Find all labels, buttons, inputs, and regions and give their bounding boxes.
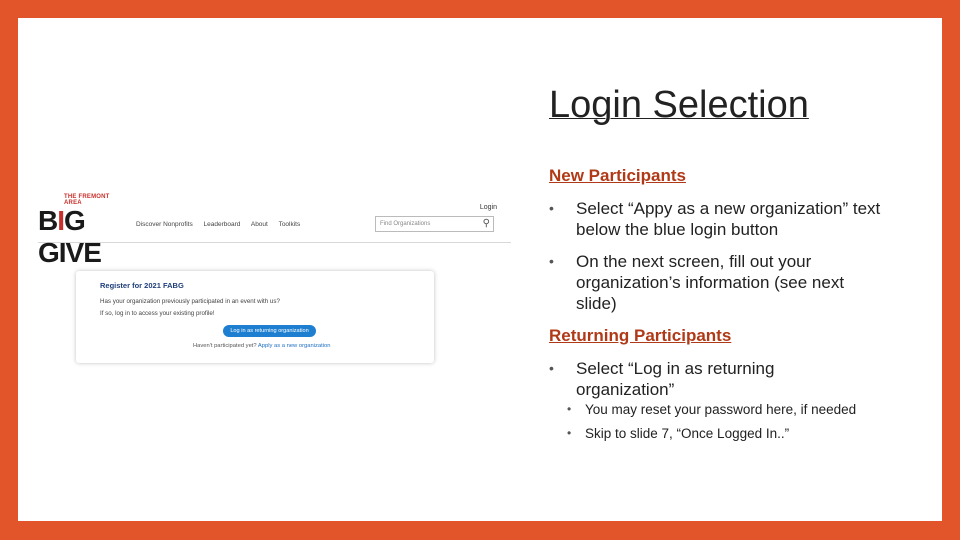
apply-prefix: Haven't participated yet? [193, 343, 257, 349]
search-placeholder: Find Organizations [380, 221, 431, 227]
card-hint: If so, log in to access your existing profile! [100, 310, 215, 317]
nav-leaderboard[interactable]: Leaderboard [203, 221, 241, 228]
bullet-dot: • [549, 200, 554, 216]
big-give-logo [38, 190, 123, 268]
nav-about[interactable]: About [250, 221, 268, 228]
card-question: Has your organization previously participated in an event with us? [100, 298, 280, 305]
subbullet-text: Skip to slide 7, “Once Logged In..” [585, 426, 790, 441]
subbullet-text: You may reset your password here, if needed [585, 402, 857, 417]
bullet-dot: • [549, 360, 554, 376]
bullet-text: On the next screen, fill out your organization’s information (see next slide) [576, 252, 845, 313]
site-header [38, 178, 511, 268]
bullet-dot: • [567, 402, 572, 416]
bullet-text: Select “Log in as returning organization” [576, 359, 775, 399]
search-input[interactable] [375, 216, 494, 232]
apply-line [193, 343, 330, 349]
website-screenshot [38, 178, 511, 358]
login-returning-button[interactable]: Log in as returning organization [223, 325, 316, 337]
section-heading-returning: Returning Participants [549, 326, 732, 345]
apply-new-organization-link[interactable]: Apply as a new organization [257, 343, 331, 349]
nav-discover-nonprofits[interactable]: Discover Nonprofits [136, 221, 193, 228]
card-title: Register for 2021 FABG [100, 281, 184, 290]
login-link[interactable]: Login [479, 204, 497, 211]
bullet-text: Select “Appy as a new organization” text below the blue login button [576, 199, 881, 239]
logo-tagline: THE FREMONT AREA [64, 194, 110, 206]
logo-wordmark: BIG GIVE [38, 205, 101, 268]
section-heading-new: New Participants [549, 166, 686, 185]
search-icon[interactable]: ⚲ [482, 218, 490, 229]
slide [18, 18, 942, 521]
nav-toolkits[interactable]: Toolkits [278, 221, 301, 228]
site-nav [136, 221, 309, 228]
slide-title: Login Selection [549, 84, 809, 126]
bullet-dot: • [549, 253, 554, 269]
bullet-dot: • [567, 426, 572, 440]
register-card [76, 271, 434, 363]
